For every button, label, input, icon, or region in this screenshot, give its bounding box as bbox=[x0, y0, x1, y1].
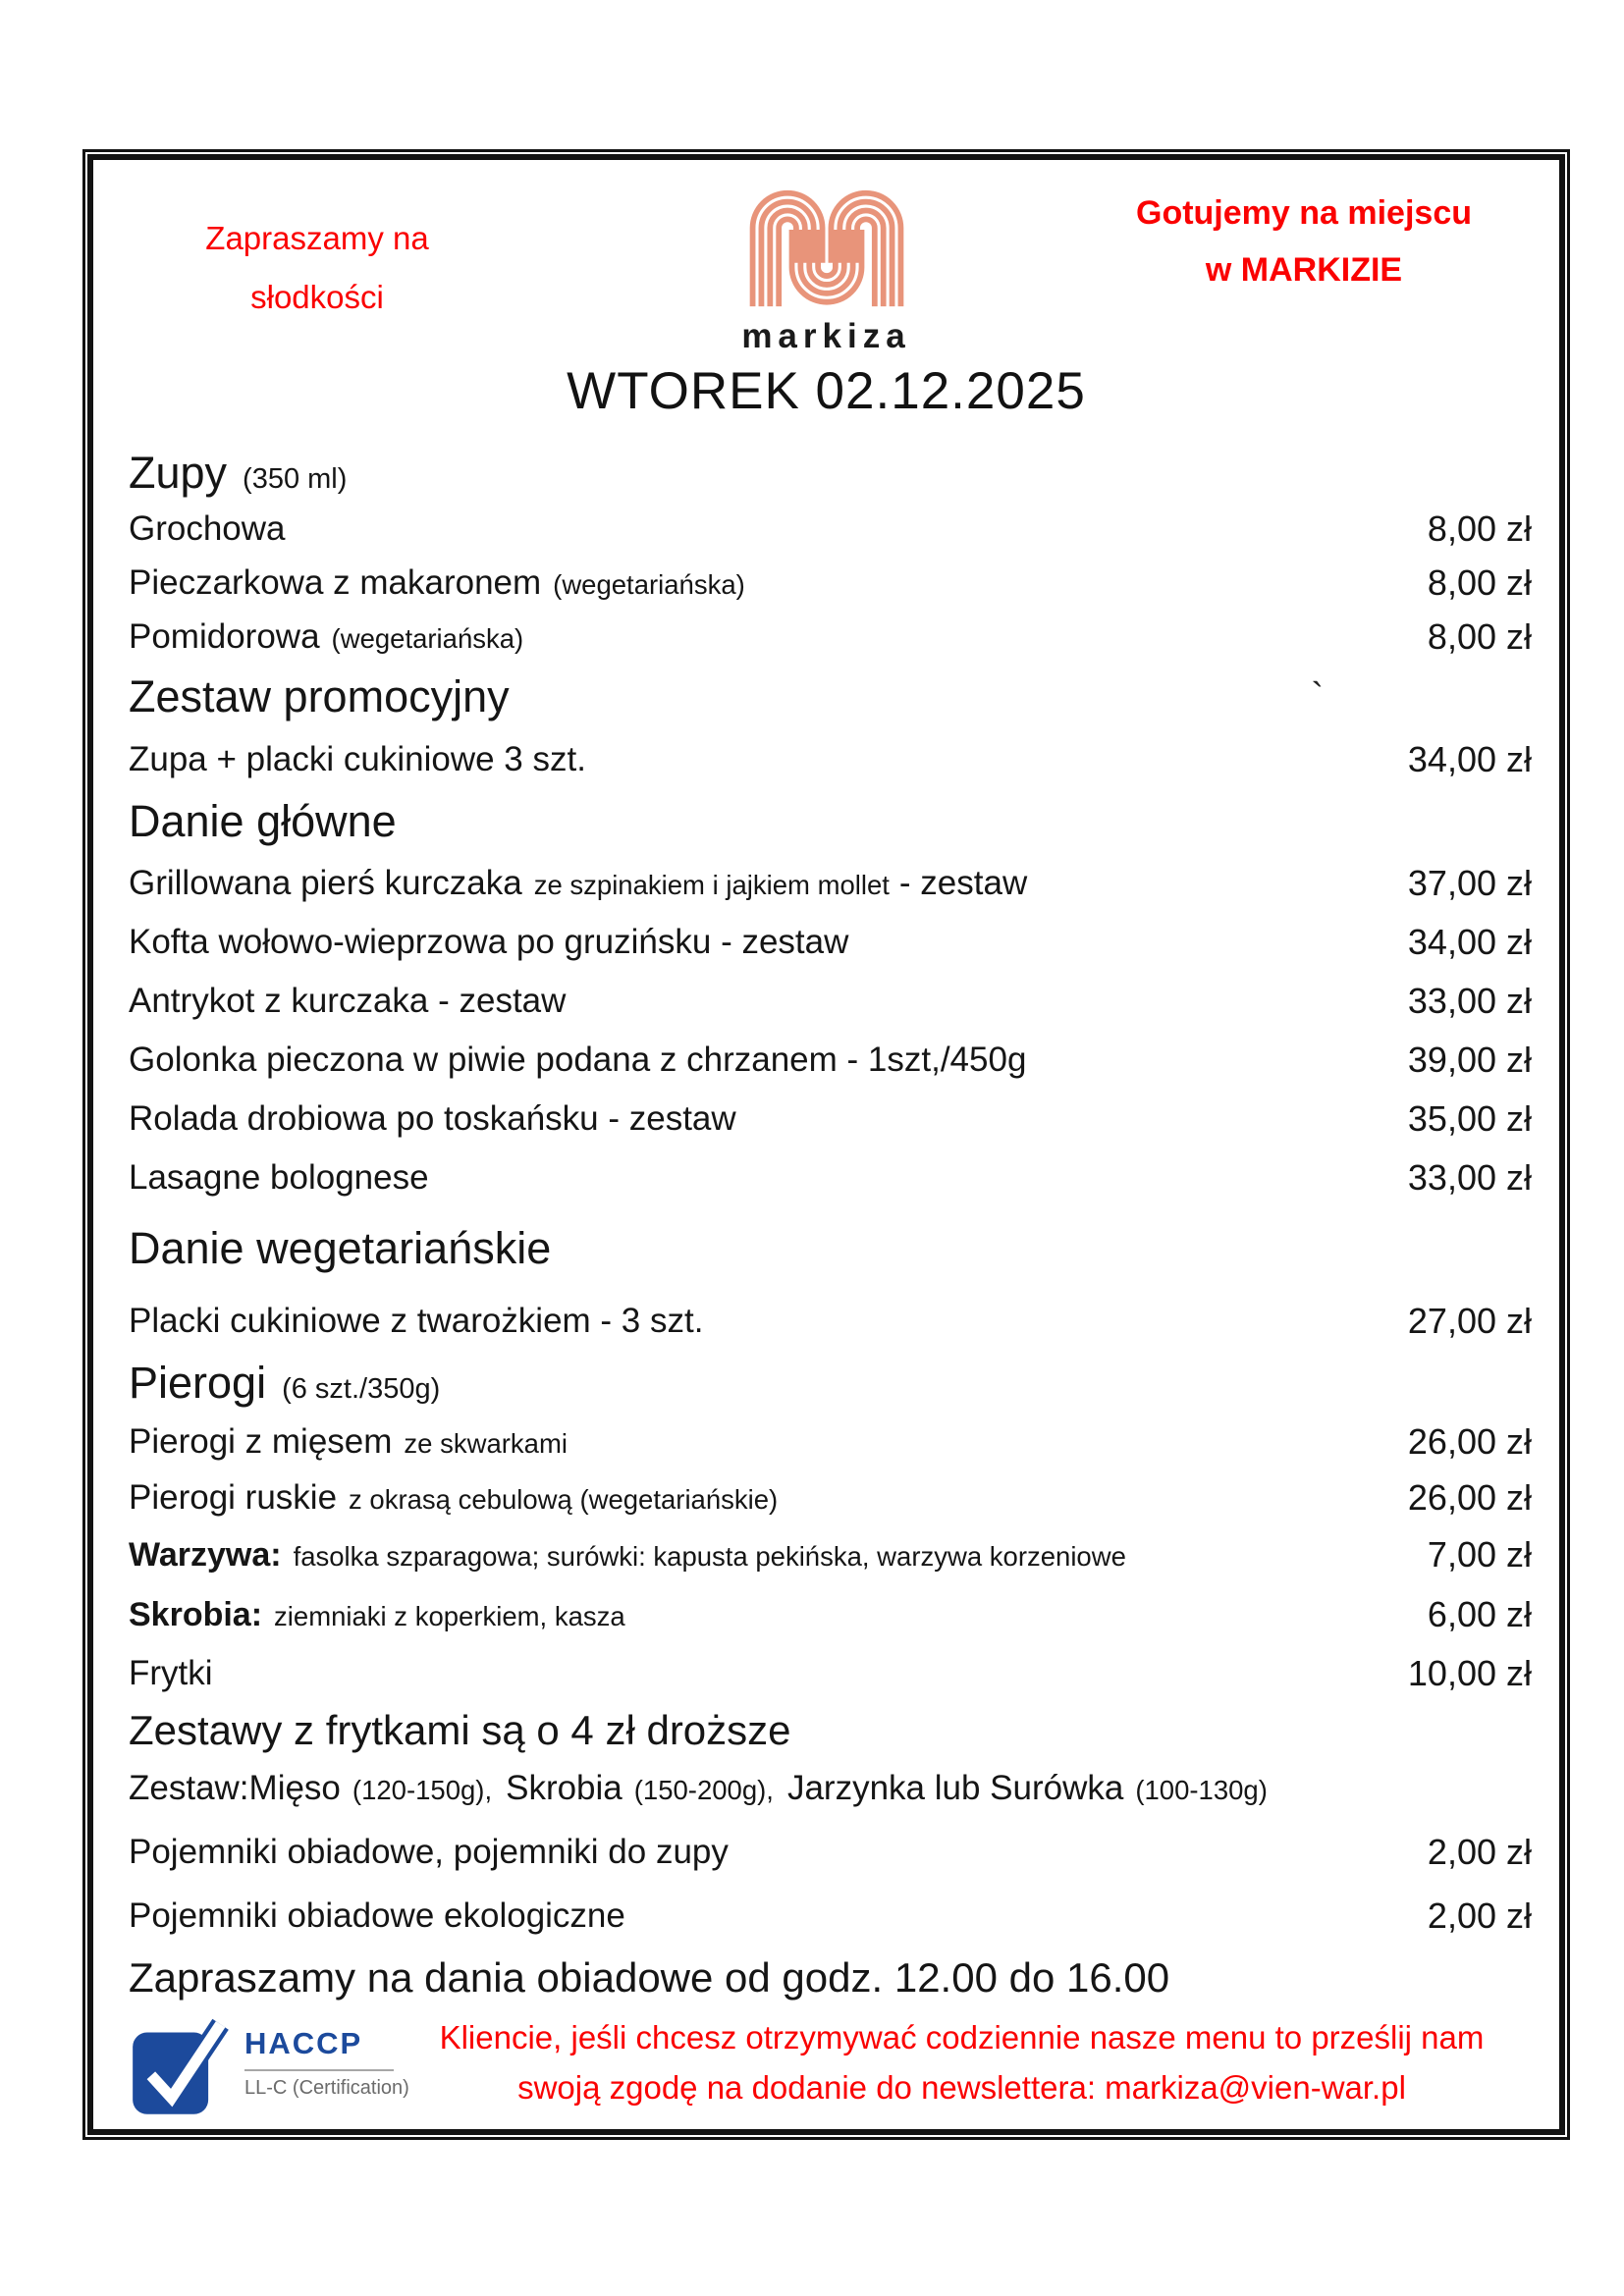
set-note-portion: (150-200g), bbox=[633, 1775, 774, 1805]
menu-item-price: 6,00 zł bbox=[1427, 1594, 1532, 1634]
menu-item-name: Golonka pieczona w piwie podana z chrzanem - 1szt,/450g bbox=[129, 1041, 1027, 1079]
cooked-on-site-note bbox=[1088, 185, 1520, 298]
menu-row bbox=[129, 1887, 1532, 1946]
menu-item-detail: (wegetariańska) bbox=[553, 568, 745, 600]
menu-row-text bbox=[129, 563, 745, 603]
menu-item-name: Zupa + placki cukiniowe 3 szt. bbox=[129, 740, 586, 778]
menu-row-text bbox=[129, 1596, 625, 1634]
menu-row bbox=[129, 1031, 1532, 1090]
menu-item-name: Pojemniki obiadowe, pojemniki do zupy bbox=[129, 1833, 729, 1871]
haccp-acronym: HACCP bbox=[244, 2026, 363, 2060]
menu-item-name: Grillowana pierś kurczaka bbox=[129, 864, 522, 902]
menu-row bbox=[129, 972, 1532, 1031]
set-note-component: Jarzynka lub Surówka bbox=[786, 1769, 1124, 1807]
stray-backtick-mark: ` bbox=[1311, 675, 1324, 718]
menu-item-price: 8,00 zł bbox=[1427, 507, 1532, 549]
menu-item-price: 7,00 zł bbox=[1427, 1534, 1532, 1575]
haccp-text-block bbox=[244, 2018, 409, 2100]
menu-item-price: 34,00 zł bbox=[1407, 922, 1532, 962]
logo-wordmark: markiza bbox=[741, 317, 911, 355]
menu-item-price: 26,00 zł bbox=[1407, 1420, 1532, 1462]
menu-row bbox=[129, 1645, 1532, 1702]
menu-section-heading: Zestaw promocyjny bbox=[129, 671, 510, 721]
menu-page-content bbox=[93, 160, 1559, 2129]
menu-row-text bbox=[129, 982, 566, 1021]
menu-row bbox=[129, 1759, 1532, 1818]
set-note-component: Zestaw:Mięso bbox=[129, 1769, 341, 1807]
menu-row bbox=[129, 854, 1532, 913]
menu-row bbox=[129, 556, 1532, 610]
menu-item-name: Lasagne bolognese bbox=[129, 1158, 429, 1197]
menu-row bbox=[129, 1946, 1532, 2010]
set-note-portion: (100-130g) bbox=[1135, 1775, 1268, 1805]
menu-row bbox=[129, 789, 1532, 854]
menu-row bbox=[129, 730, 1532, 789]
menu-item-name: Frytki bbox=[129, 1654, 213, 1692]
menu-row bbox=[129, 1702, 1532, 1759]
menu-rows bbox=[129, 445, 1532, 2010]
menu-row bbox=[129, 1207, 1532, 1290]
menu-item-detail: (wegetariańska) bbox=[331, 622, 524, 654]
set-note-component: Skrobia bbox=[506, 1769, 623, 1807]
menu-row bbox=[129, 1090, 1532, 1148]
cooked-on-site-line1: Gotujemy na miejscu bbox=[1136, 194, 1472, 232]
menu-row bbox=[129, 445, 1532, 502]
menu-item-price: 34,00 zł bbox=[1407, 739, 1532, 779]
menu-row bbox=[129, 1353, 1532, 1414]
menu-row bbox=[129, 1290, 1532, 1353]
menu-item-name: Grochowa bbox=[129, 508, 286, 548]
menu-row-text bbox=[129, 1536, 1126, 1575]
menu-row-text bbox=[129, 671, 510, 722]
menu-note: Zapraszamy na dania obiadowe od godz. 12.00 do 16.00 bbox=[129, 1954, 1170, 2001]
menu-row-text bbox=[129, 448, 347, 499]
menu-section-heading: Zupy bbox=[129, 448, 228, 498]
menu-row bbox=[129, 1148, 1532, 1207]
page-title: WTOREK 02.12.2025 bbox=[567, 362, 1086, 420]
newsletter-note-line2: swoją zgodę na dodanie do newslettera: markiza@vien-war.pl bbox=[517, 2069, 1406, 2106]
markiza-awning-m-icon bbox=[739, 176, 914, 315]
menu-item-price: 2,00 zł bbox=[1427, 1832, 1532, 1872]
menu-item-name: Pierogi ruskie bbox=[129, 1477, 338, 1517]
menu-section-heading: Danie główne bbox=[129, 796, 397, 846]
menu-item-price: 10,00 zł bbox=[1407, 1653, 1532, 1693]
markiza-logo bbox=[739, 176, 914, 356]
sweets-note bbox=[150, 209, 484, 327]
menu-row-text bbox=[129, 1769, 1281, 1808]
menu-row-text bbox=[129, 1478, 778, 1518]
menu-row-text bbox=[129, 740, 586, 779]
menu-row bbox=[129, 664, 1532, 730]
haccp-subtitle: LL-C (Certification) bbox=[244, 2077, 409, 2099]
menu-item-price: 33,00 zł bbox=[1407, 981, 1532, 1021]
menu-row bbox=[129, 1525, 1532, 1584]
menu-item-price: 8,00 zł bbox=[1427, 561, 1532, 603]
menu-item-name: Pieczarkowa z makaronem bbox=[129, 562, 542, 602]
haccp-certification-block bbox=[129, 2018, 409, 2120]
newsletter-note bbox=[415, 2012, 1508, 2112]
sweets-note-line2: słodkości bbox=[250, 279, 384, 315]
menu-row-text bbox=[129, 1707, 791, 1754]
menu-item-price: 8,00 zł bbox=[1427, 615, 1532, 657]
menu-item-price: 2,00 zł bbox=[1427, 1896, 1532, 1936]
menu-page-frame bbox=[82, 149, 1570, 2140]
menu-item-name: Rolada drobiowa po toskańsku - zestaw bbox=[129, 1099, 736, 1138]
menu-row-text bbox=[129, 509, 286, 549]
menu-item-detail: ze szpinakiem i jajkiem mollet bbox=[533, 870, 890, 900]
menu-item-name-suffix: - zestaw bbox=[898, 864, 1028, 902]
menu-row-text bbox=[129, 1302, 703, 1341]
menu-item-price: 26,00 zł bbox=[1407, 1476, 1532, 1518]
menu-row bbox=[129, 502, 1532, 556]
menu-row-text bbox=[129, 1833, 729, 1872]
menu-row bbox=[129, 610, 1532, 664]
menu-item-detail: ziemniaki z koperkiem, kasza bbox=[274, 1600, 625, 1631]
menu-section-heading: Danie wegetariańskie bbox=[129, 1223, 552, 1273]
menu-item-name: Pomidorowa bbox=[129, 616, 320, 656]
menu-row-text bbox=[129, 923, 848, 962]
menu-item-label: Skrobia: bbox=[129, 1595, 263, 1633]
haccp-checkmark-badge-icon bbox=[129, 2018, 231, 2120]
menu-item-price: 35,00 zł bbox=[1407, 1098, 1532, 1139]
menu-row-text bbox=[129, 1099, 736, 1139]
menu-row-text bbox=[129, 1041, 1026, 1080]
sweets-note-line1: Zapraszamy na bbox=[205, 220, 429, 256]
menu-row-text bbox=[129, 864, 1027, 903]
menu-item-label: Warzywa: bbox=[129, 1535, 282, 1574]
menu-row-text bbox=[129, 1654, 213, 1693]
menu-item-price: 27,00 zł bbox=[1407, 1301, 1532, 1341]
menu-row-text bbox=[129, 796, 397, 847]
menu-item-name: Kofta wołowo-wieprzowa po gruzińsku - zestaw bbox=[129, 923, 849, 961]
page-footer bbox=[129, 2010, 1532, 2130]
menu-item-detail: z okrasą cebulową (wegetariańskie) bbox=[349, 1483, 779, 1515]
menu-item-detail: ze skwarkami bbox=[404, 1427, 568, 1459]
menu-row-text bbox=[129, 1358, 440, 1409]
haccp-divider bbox=[244, 2069, 394, 2071]
menu-row bbox=[129, 1818, 1532, 1887]
menu-row bbox=[129, 1584, 1532, 1645]
menu-page-inner-frame bbox=[87, 154, 1565, 2135]
menu-section-heading: Pierogi bbox=[129, 1358, 267, 1408]
cooked-on-site-line2: w MARKIZIE bbox=[1205, 251, 1403, 289]
menu-row-text bbox=[129, 1158, 429, 1198]
menu-item-name: Placki cukiniowe z twarożkiem - 3 szt. bbox=[129, 1302, 704, 1340]
menu-item-name: Antrykot z kurczaka - zestaw bbox=[129, 982, 567, 1020]
menu-section-heading-detail: (6 szt./350g) bbox=[282, 1373, 441, 1405]
set-note-portion: (120-150g), bbox=[352, 1775, 493, 1805]
menu-row-text bbox=[129, 1223, 551, 1274]
menu-row-text bbox=[129, 1896, 625, 1936]
menu-row bbox=[129, 913, 1532, 972]
menu-row bbox=[129, 1469, 1532, 1525]
menu-note: Zestawy z frytkami są o 4 zł droższe bbox=[129, 1707, 791, 1753]
newsletter-note-line1: Kliencie, jeśli chcesz otrzymywać codziennie nasze menu to prześlij nam bbox=[439, 2019, 1485, 2056]
menu-item-name: Pierogi z mięsem bbox=[129, 1421, 393, 1461]
menu-item-price: 33,00 zł bbox=[1407, 1157, 1532, 1198]
menu-row-text bbox=[129, 1954, 1169, 2002]
menu-row bbox=[129, 1414, 1532, 1469]
menu-section-heading-detail: (350 ml) bbox=[243, 463, 348, 495]
menu-item-price: 39,00 zł bbox=[1407, 1040, 1532, 1080]
menu-item-name: Pojemniki obiadowe ekologiczne bbox=[129, 1896, 625, 1935]
menu-item-detail: fasolka szparagowa; surówki: kapusta pekińska, warzywa korzeniowe bbox=[293, 1540, 1126, 1572]
menu-item-price: 37,00 zł bbox=[1407, 863, 1532, 903]
menu-row-text bbox=[129, 617, 523, 657]
menu-row-text bbox=[129, 1422, 568, 1462]
